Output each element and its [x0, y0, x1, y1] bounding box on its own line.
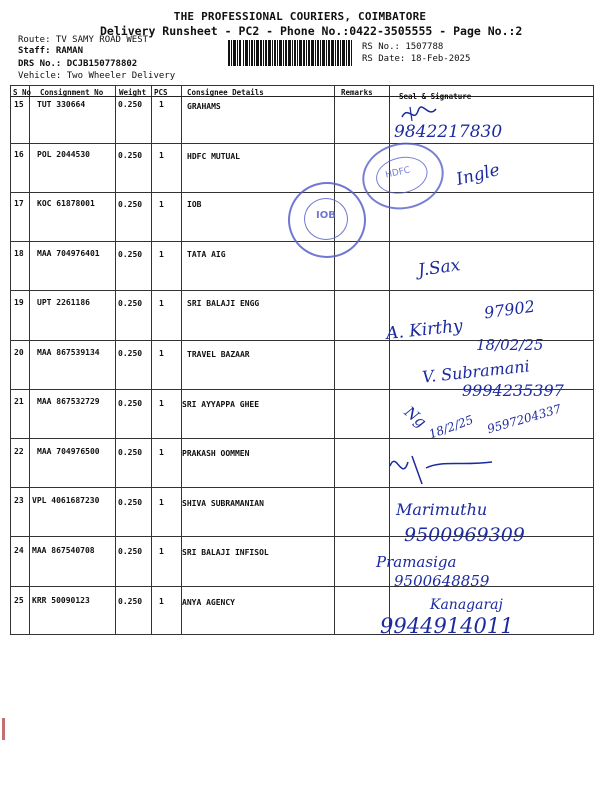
col-sno-header: S No — [13, 88, 32, 97]
drs-number: DRS No.: DCJB150778802 — [18, 59, 138, 69]
runsheet-subtitle: Delivery Runsheet - PC2 - Phone No.:0422-3505555 - Page No.:2 — [100, 24, 523, 38]
row-consignee: TATA AIG — [187, 250, 226, 259]
handwritten-phone: 9994235397 — [462, 381, 564, 400]
company-title: THE PROFESSIONAL COURIERS, COIMBATORE — [173, 10, 427, 23]
row-weight: 0.250 — [118, 349, 143, 358]
handwritten-phone: 9842217830 — [394, 122, 503, 142]
handwritten-signature: Ng — [400, 402, 430, 432]
col-consignee-header: Consignee Details — [187, 88, 264, 97]
row-pcs: 1 — [159, 200, 164, 209]
row-weight: 0.250 — [118, 299, 143, 308]
row-pcs: 1 — [159, 151, 164, 160]
row-weight: 0.250 — [118, 498, 143, 507]
row-consignment: MAA 867540708 — [32, 546, 95, 555]
row-consignee: SHIVA SUBRAMANIAN — [182, 499, 264, 508]
col-pcs-header: PCS — [154, 88, 168, 97]
row-consignee: SRI AYYAPPA GHEE — [182, 400, 260, 409]
signature-mark — [382, 446, 502, 488]
row-pcs: 1 — [159, 547, 164, 556]
handwritten-date: 18/2/25 — [427, 412, 476, 442]
row-consignee: SRI BALAJI INFISOL — [182, 548, 269, 557]
row-pcs: 1 — [159, 100, 164, 109]
handwritten-signature: J.Sax — [416, 255, 462, 281]
barcode — [228, 40, 352, 66]
row-sno: 17 — [14, 199, 24, 208]
row-weight: 0.250 — [118, 597, 143, 606]
handwritten-phone: 9597204337 — [485, 401, 563, 437]
staff-text: Staff: RAMAN — [18, 46, 84, 56]
row-consignment: KOC 61878001 — [37, 199, 95, 208]
row-consignment: POL 2044530 — [37, 150, 90, 159]
route-text: Route: TV SAMY ROAD WEST — [18, 35, 149, 45]
row-pcs: 1 — [159, 349, 164, 358]
scan-mark — [2, 718, 5, 740]
row-weight: 0.250 — [118, 151, 143, 160]
row-pcs: 1 — [159, 399, 164, 408]
row-sno: 23 — [14, 496, 24, 505]
row-weight: 0.250 — [118, 250, 143, 259]
stamp-text: IOB — [316, 210, 336, 221]
stamp-text: HDFC — [384, 165, 412, 181]
row-consignment: MAA 867539134 — [37, 348, 100, 357]
row-consignee: IOB — [187, 200, 202, 209]
row-consignee: TRAVEL BAZAAR — [187, 350, 250, 359]
row-weight: 0.250 — [118, 200, 143, 209]
col-consignment-header: Consignment No — [40, 88, 104, 97]
col-seal-header: Seal & Signature — [399, 92, 472, 101]
row-pcs: 1 — [159, 250, 164, 259]
row-consignee: SRI BALAJI ENGG — [187, 299, 260, 308]
iob-stamp — [288, 182, 366, 258]
handwritten-phone: 9500648859 — [394, 572, 490, 590]
row-weight: 0.250 — [118, 100, 143, 109]
handwritten-signature: A. Kirthy — [385, 316, 464, 344]
handwritten-phone: 9944914011 — [380, 614, 514, 638]
row-consignment: TUT 330664 — [37, 100, 86, 109]
row-weight: 0.250 — [118, 399, 143, 408]
row-sno: 16 — [14, 150, 24, 159]
row-consignment: KRR 50090123 — [32, 596, 90, 605]
handwritten-signature: Ingle — [454, 159, 502, 191]
col-weight-header: Weight — [119, 88, 147, 97]
handwritten-name: Pramasiga — [376, 553, 457, 571]
row-weight: 0.250 — [118, 547, 143, 556]
handwritten-name: Marimuthu — [396, 500, 488, 519]
handwritten-name: V. Subramani — [421, 356, 531, 387]
handwritten-phone: 97902 — [482, 296, 536, 323]
row-consignment: UPT 2261186 — [37, 298, 90, 307]
row-consignment: MAA 704976500 — [37, 447, 100, 456]
row-consignee: GRAHAMS — [187, 102, 221, 111]
row-pcs: 1 — [159, 597, 164, 606]
row-consignee: PRAKASH OOMMEN — [182, 449, 250, 458]
handwritten-date: 18/02/25 — [476, 336, 544, 354]
row-consignee: HDFC MUTUAL — [187, 152, 240, 161]
vehicle-text: Vehicle: Two Wheeler Delivery — [18, 71, 176, 81]
row-consignment: MAA 867532729 — [37, 397, 100, 406]
row-sno: 21 — [14, 397, 24, 406]
row-pcs: 1 — [159, 299, 164, 308]
row-sno: 15 — [14, 100, 24, 109]
row-pcs: 1 — [159, 498, 164, 507]
row-sno: 24 — [14, 546, 24, 555]
row-sno: 18 — [14, 249, 24, 258]
row-sno: 19 — [14, 298, 24, 307]
handwritten-phone: 9500969309 — [404, 524, 525, 546]
row-consignment: MAA 704976401 — [37, 249, 100, 258]
row-sno: 25 — [14, 596, 24, 605]
row-sno: 22 — [14, 447, 24, 456]
col-remarks-header: Remarks — [341, 88, 373, 97]
handwritten-name: Kanagaraj — [430, 597, 503, 613]
row-pcs: 1 — [159, 448, 164, 457]
row-sno: 20 — [14, 348, 24, 357]
row-consignee: ANYA AGENCY — [182, 598, 235, 607]
row-weight: 0.250 — [118, 448, 143, 457]
row-consignment: VPL 4061687230 — [32, 496, 100, 505]
rs-number: RS No.: 1507788 — [362, 42, 444, 52]
rs-date: RS Date: 18-Feb-2025 — [362, 54, 471, 64]
